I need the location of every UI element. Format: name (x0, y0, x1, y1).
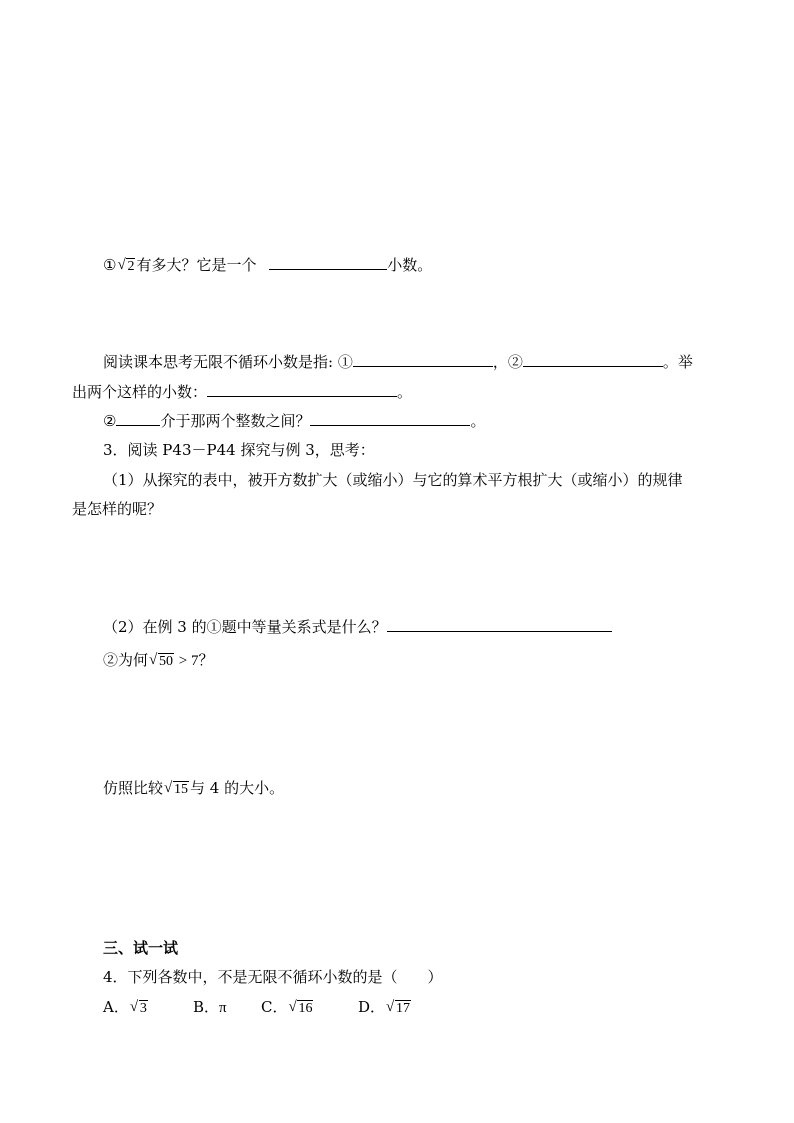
answer-blank-definition-2 (523, 352, 663, 367)
item3-sub1-line2: 是怎样的呢？ (72, 500, 163, 518)
reading-line-3: ② 介于那两个整数之间？ 。 (103, 412, 486, 430)
answer-blank-definition-1 (353, 352, 493, 367)
option-c: C． √ 16 (261, 997, 358, 1019)
option-b: B．π (193, 998, 227, 1016)
reading-line-1: 阅读课本思考无限不循环小数是指: ① ，② 。举 (103, 353, 693, 371)
item3-sub2b: ②为何 √ 50 > 7？ (103, 650, 213, 672)
question-4-options (103, 997, 412, 1019)
section3-heading: 三、试一试 (103, 939, 179, 957)
answer-blank-decimal-type (269, 255, 387, 270)
answer-blank-examples (207, 382, 397, 397)
sqrt-17: √ 17 (386, 999, 411, 1016)
item3-heading: 3．阅读 P43－P44 探究与例 3，思考： (103, 441, 375, 459)
option-a: A． √ 3 (103, 997, 193, 1019)
question-sqrt2 (103, 255, 432, 277)
question-text: 有多大？它是一个 (136, 256, 257, 274)
sqrt-50: √ 50 (149, 652, 174, 669)
sqrt-15: √ 15 (164, 780, 189, 797)
sqrt-16: √ 16 (288, 999, 313, 1016)
sqrt-2: √ 2 (117, 257, 135, 274)
answer-blank-integers (310, 411, 470, 426)
compare-task: 仿照比较 √ 15 与 4 的大小。 (103, 778, 284, 800)
item3-sub2: （2）在例 3 的①题中等量关系式是什么？ (103, 617, 612, 637)
answer-blank-relation (387, 617, 612, 632)
sqrt-3: √ 3 (129, 999, 147, 1016)
question-4: 4．下列各数中，不是无限不循环小数的是（ ） (103, 968, 443, 986)
answer-blank-number (116, 411, 160, 426)
question-suffix: 小数。 (387, 256, 433, 274)
circled-one: ① (103, 256, 117, 274)
option-d: D． √ 17 (358, 997, 412, 1019)
item3-sub1-line1: （1）从探究的表中，被开方数扩大（或缩小）与它的算术平方根扩大（或缩小）的规律 (103, 471, 683, 489)
reading-line-2: 出两个这样的小数： 。 (72, 383, 413, 401)
